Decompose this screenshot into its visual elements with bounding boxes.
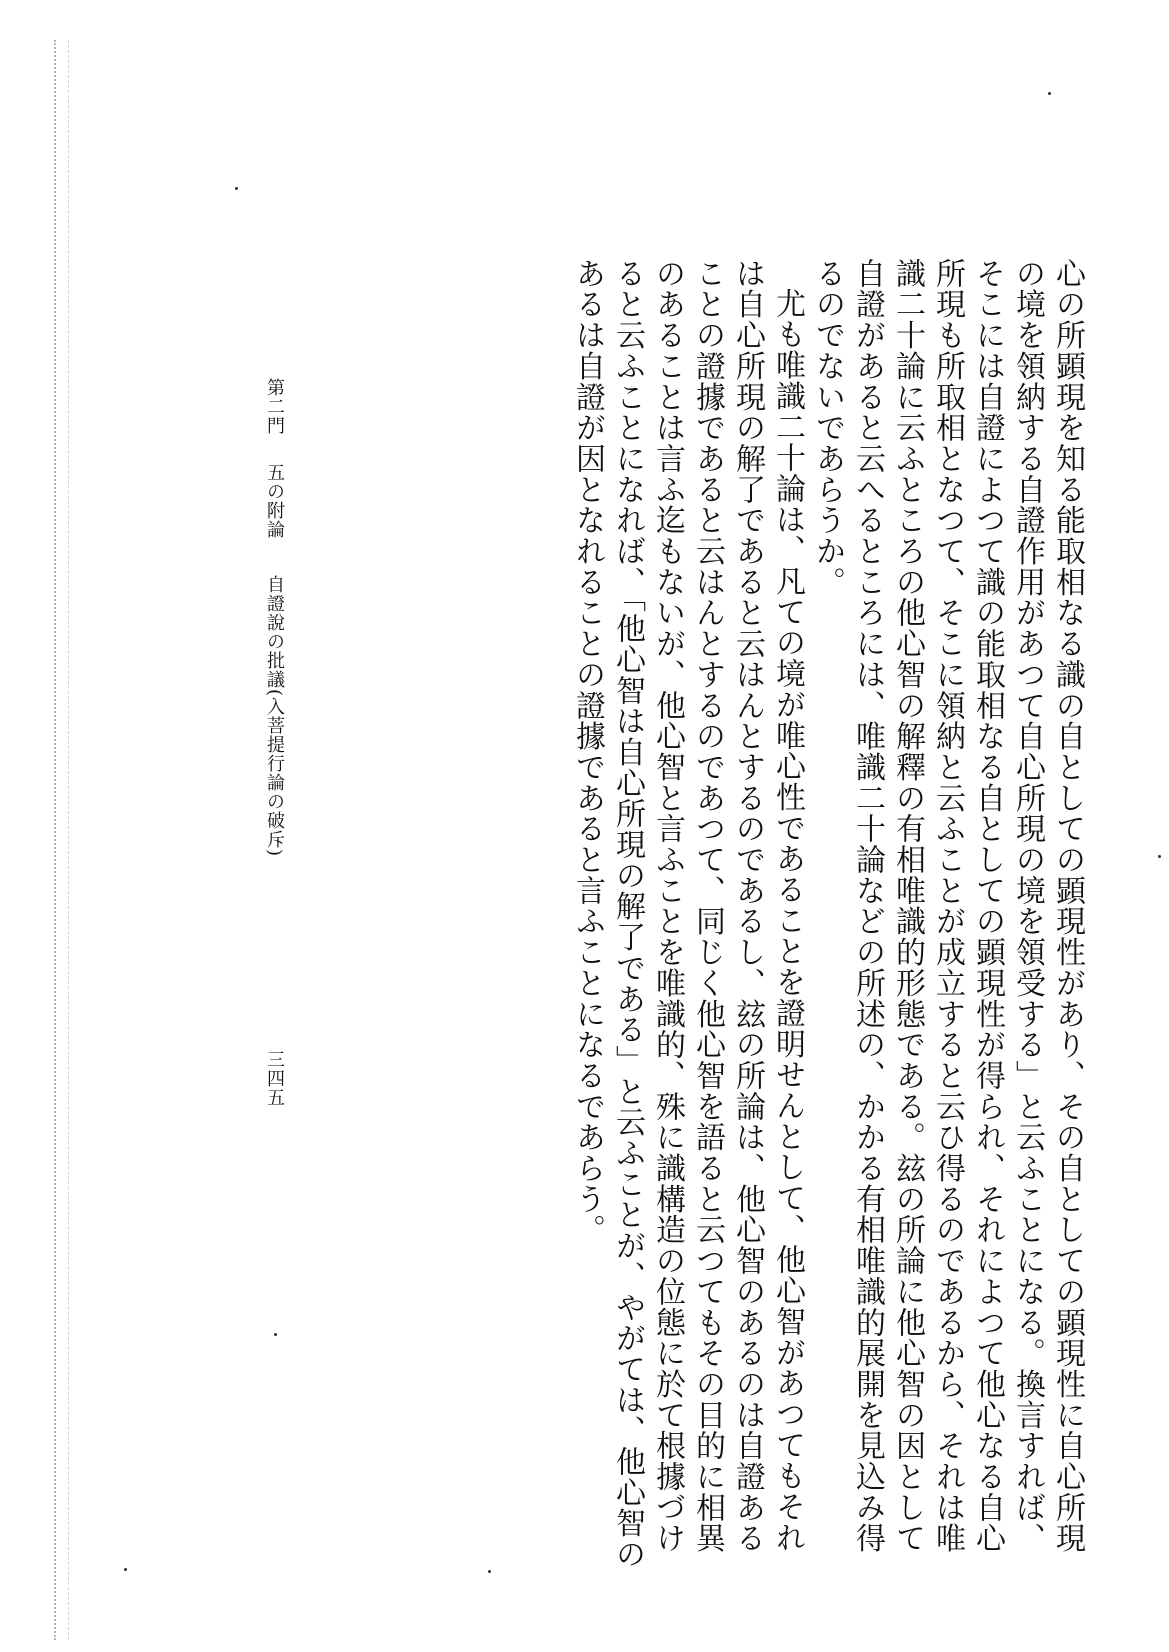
paragraph-1 xyxy=(807,258,1087,1554)
text-line: ことの證據であると云はんとするのであつて、同じく他心智を語ると云つてもその目的に相異 xyxy=(690,258,725,1554)
scan-speck xyxy=(488,1570,491,1573)
body-text xyxy=(533,258,1087,1570)
running-head-title: 自證說の批議(入菩提行論の破斥) xyxy=(264,575,285,858)
text-line: 識二十論に云ふところの他心智の解釋の有相唯識的形態である。玆の所論に他心智の因として xyxy=(890,258,925,1554)
page-binding-edge xyxy=(54,40,69,1640)
running-head xyxy=(262,378,286,857)
text-line: は自心所現の解了であると云はんとするのであるし、玆の所論は、他心智のあるのは自證ある xyxy=(730,258,765,1554)
running-head-section: 五の附論 xyxy=(264,463,285,539)
page-number: 三四五 xyxy=(264,1050,285,1107)
text-line: 所現も所取相となつて、そこに領納と云ふことが成立すると云ひ得るのであるから、それは唯 xyxy=(930,258,965,1554)
text-line: のあることは言ふ迄もないが、他心智と言ふことを唯識的、殊に識構造の位態に於て根據づけ xyxy=(650,258,685,1554)
scan-speck xyxy=(1048,92,1051,95)
text-line: そこには自證によつて識の能取相なる自としての顕現性が得られ、それによつて他心なる自心 xyxy=(970,258,1005,1554)
text-line: あるは自證が因となれることの證據であると言ふことになるであらう。 xyxy=(570,258,605,1246)
text-line: るのでないであらうか。 xyxy=(810,258,845,598)
scan-speck xyxy=(1158,855,1161,858)
text-line: 自證があると云へるところには、唯識二十論などの所述の、かかる有相唯識的展開を見込み得 xyxy=(850,258,885,1554)
running-head-chapter: 第二門 xyxy=(264,378,285,435)
text-line: 尤も唯識二十論は、凡ての境が唯心性であることを證明せんとして、他心智があつてもそれ xyxy=(770,288,805,1553)
text-line: ると云ふことになれば、「他心智は自心所現の解了である」と云ふことが、やがては、他心智の xyxy=(610,258,645,1570)
scan-speck xyxy=(235,187,238,190)
scan-speck xyxy=(124,1568,127,1571)
paragraph-2 xyxy=(567,258,807,1570)
scan-speck xyxy=(274,1333,277,1336)
text-line: の境を領納する自證作用があつて自心所現の境を領受する」と云ふことになる。換言すれば、 xyxy=(1010,258,1045,1554)
text-line: 心の所顕現を知る能取相なる識の自としての顕現性があり、その自としての顕現性に自心所現 xyxy=(1050,258,1085,1554)
